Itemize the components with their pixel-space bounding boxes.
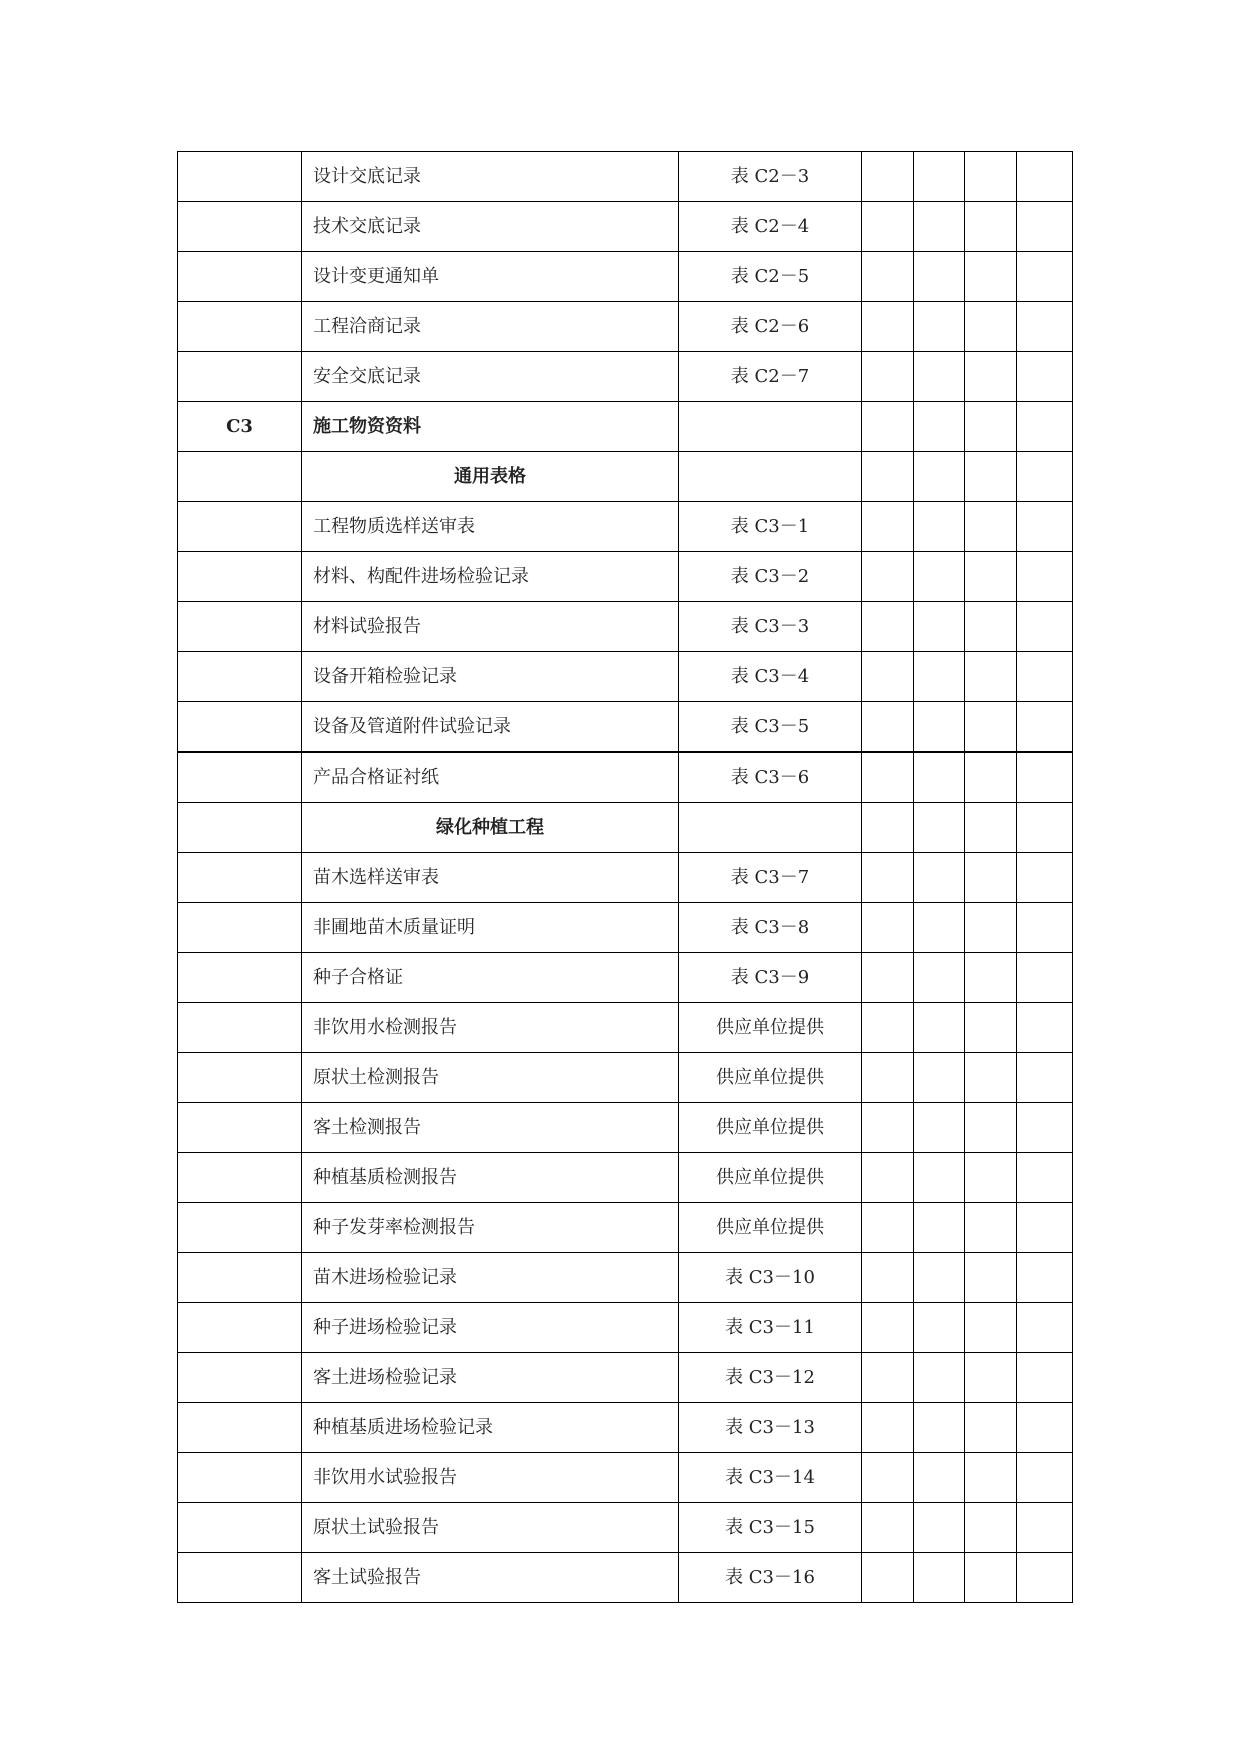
blank-cell-3: [965, 402, 1017, 452]
record-name: 设计交底记录: [302, 152, 679, 202]
blank-cell-2: [914, 1303, 965, 1353]
record-name: 非饮用水试验报告: [302, 1453, 679, 1503]
blank-cell-3: [965, 752, 1017, 803]
row-code: [178, 1053, 302, 1103]
blank-cell-4: [1017, 202, 1073, 252]
blank-cell-3: [965, 1453, 1017, 1503]
blank-cell-3: [965, 702, 1017, 753]
blank-cell-4: [1017, 1253, 1073, 1303]
record-name: 种植基质检测报告: [302, 1153, 679, 1203]
row-code: [178, 1553, 302, 1603]
row-code: [178, 302, 302, 352]
form-number: 表 C3－11: [679, 1303, 862, 1353]
blank-cell-3: [965, 903, 1017, 953]
table-row: [178, 202, 1073, 252]
blank-cell-2: [914, 1053, 965, 1103]
blank-cell-1: [862, 1253, 914, 1303]
record-name: 客土试验报告: [302, 1553, 679, 1603]
form-number: 表 C3－13: [679, 1403, 862, 1453]
blank-cell-2: [914, 552, 965, 602]
form-number: 表 C3－3: [679, 602, 862, 652]
record-name: 客土检测报告: [302, 1103, 679, 1153]
table-row: [178, 402, 1073, 452]
record-name: 工程洽商记录: [302, 302, 679, 352]
blank-cell-1: [862, 202, 914, 252]
form-number: 供应单位提供: [679, 1103, 862, 1153]
form-number: 表 C3－5: [679, 702, 862, 753]
form-number: 表 C3－7: [679, 853, 862, 903]
blank-cell-3: [965, 1103, 1017, 1153]
record-name: 种子发芽率检测报告: [302, 1203, 679, 1253]
form-number: [679, 803, 862, 853]
blank-cell-2: [914, 1353, 965, 1403]
blank-cell-2: [914, 1203, 965, 1253]
blank-cell-2: [914, 752, 965, 803]
blank-cell-2: [914, 803, 965, 853]
blank-cell-3: [965, 1253, 1017, 1303]
record-name: 原状土试验报告: [302, 1503, 679, 1553]
row-code: [178, 1003, 302, 1053]
blank-cell-4: [1017, 1303, 1073, 1353]
row-code: [178, 1453, 302, 1503]
blank-cell-1: [862, 1053, 914, 1103]
blank-cell-3: [965, 352, 1017, 402]
row-code: [178, 352, 302, 402]
form-number: 表 C3－10: [679, 1253, 862, 1303]
record-name: 设备开箱检验记录: [302, 652, 679, 702]
blank-cell-2: [914, 352, 965, 402]
table-row: [178, 1303, 1073, 1353]
blank-cell-1: [862, 903, 914, 953]
record-name: 苗木选样送审表: [302, 853, 679, 903]
table-row: [178, 1053, 1073, 1103]
row-code: [178, 552, 302, 602]
row-code: [178, 1353, 302, 1403]
row-code: [178, 1253, 302, 1303]
blank-cell-1: [862, 1503, 914, 1553]
blank-cell-3: [965, 1053, 1017, 1103]
form-number: 表 C2－4: [679, 202, 862, 252]
table-row: [178, 803, 1073, 853]
form-number: 表 C3－12: [679, 1353, 862, 1403]
blank-cell-4: [1017, 302, 1073, 352]
blank-cell-2: [914, 1253, 965, 1303]
table-row: [178, 452, 1073, 502]
table-row: [178, 1203, 1073, 1253]
blank-cell-1: [862, 302, 914, 352]
row-code: [178, 502, 302, 552]
blank-cell-2: [914, 202, 965, 252]
form-number: 表 C3－4: [679, 652, 862, 702]
blank-cell-4: [1017, 452, 1073, 502]
record-name: 技术交底记录: [302, 202, 679, 252]
record-name: 材料试验报告: [302, 602, 679, 652]
blank-cell-3: [965, 502, 1017, 552]
blank-cell-2: [914, 853, 965, 903]
form-number: 表 C3－16: [679, 1553, 862, 1603]
form-number: 供应单位提供: [679, 1153, 862, 1203]
table-row: [178, 953, 1073, 1003]
record-name: 苗木进场检验记录: [302, 1253, 679, 1303]
blank-cell-4: [1017, 652, 1073, 702]
form-number: 表 C2－6: [679, 302, 862, 352]
blank-cell-3: [965, 152, 1017, 202]
blank-cell-1: [862, 352, 914, 402]
blank-cell-4: [1017, 402, 1073, 452]
blank-cell-4: [1017, 1403, 1073, 1453]
table-row: [178, 152, 1073, 202]
table-row: [178, 1553, 1073, 1603]
records-table: [177, 151, 1073, 1603]
blank-cell-2: [914, 1503, 965, 1553]
blank-cell-3: [965, 953, 1017, 1003]
blank-cell-2: [914, 1453, 965, 1503]
blank-cell-4: [1017, 803, 1073, 853]
blank-cell-3: [965, 1003, 1017, 1053]
form-number: [679, 452, 862, 502]
blank-cell-4: [1017, 1153, 1073, 1203]
blank-cell-4: [1017, 1003, 1073, 1053]
table-row: [178, 1353, 1073, 1403]
row-code: [178, 953, 302, 1003]
blank-cell-1: [862, 1453, 914, 1503]
form-number: 供应单位提供: [679, 1053, 862, 1103]
row-code: [178, 1403, 302, 1453]
section-subheader: 通用表格: [302, 452, 679, 502]
blank-cell-2: [914, 1403, 965, 1453]
row-code: [178, 452, 302, 502]
record-name: 非圃地苗木质量证明: [302, 903, 679, 953]
row-code: C3: [178, 402, 302, 452]
blank-cell-3: [965, 1403, 1017, 1453]
form-number: 表 C2－5: [679, 252, 862, 302]
blank-cell-4: [1017, 252, 1073, 302]
row-code: [178, 702, 302, 753]
blank-cell-1: [862, 1553, 914, 1603]
blank-cell-3: [965, 252, 1017, 302]
row-code: [178, 1103, 302, 1153]
blank-cell-1: [862, 652, 914, 702]
blank-cell-2: [914, 402, 965, 452]
record-name: 安全交底记录: [302, 352, 679, 402]
blank-cell-2: [914, 602, 965, 652]
blank-cell-2: [914, 152, 965, 202]
blank-cell-4: [1017, 702, 1073, 753]
table-row: [178, 1103, 1073, 1153]
blank-cell-4: [1017, 853, 1073, 903]
blank-cell-4: [1017, 1503, 1073, 1553]
blank-cell-2: [914, 953, 965, 1003]
row-code: [178, 202, 302, 252]
blank-cell-4: [1017, 1553, 1073, 1603]
blank-cell-4: [1017, 1103, 1073, 1153]
blank-cell-2: [914, 302, 965, 352]
blank-cell-4: [1017, 1053, 1073, 1103]
record-name: 原状土检测报告: [302, 1053, 679, 1103]
blank-cell-3: [965, 1503, 1017, 1553]
table-row: [178, 1453, 1073, 1503]
row-code: [178, 853, 302, 903]
blank-cell-1: [862, 702, 914, 753]
form-number: 表 C3－8: [679, 903, 862, 953]
blank-cell-1: [862, 853, 914, 903]
blank-cell-2: [914, 1003, 965, 1053]
table-row: [178, 1153, 1073, 1203]
blank-cell-4: [1017, 752, 1073, 803]
blank-cell-3: [965, 452, 1017, 502]
form-number: 表 C2－7: [679, 352, 862, 402]
blank-cell-1: [862, 803, 914, 853]
blank-cell-2: [914, 652, 965, 702]
blank-cell-4: [1017, 552, 1073, 602]
record-name: 材料、构配件进场检验记录: [302, 552, 679, 602]
blank-cell-1: [862, 402, 914, 452]
row-code: [178, 1153, 302, 1203]
row-code: [178, 1503, 302, 1553]
record-name: 客土进场检验记录: [302, 1353, 679, 1403]
blank-cell-1: [862, 152, 914, 202]
blank-cell-1: [862, 602, 914, 652]
blank-cell-3: [965, 1303, 1017, 1353]
table-row: [178, 853, 1073, 903]
blank-cell-3: [965, 602, 1017, 652]
blank-cell-1: [862, 502, 914, 552]
row-code: [178, 1203, 302, 1253]
record-name: 工程物质选样送审表: [302, 502, 679, 552]
blank-cell-1: [862, 1403, 914, 1453]
form-number: 供应单位提供: [679, 1203, 862, 1253]
blank-cell-3: [965, 1353, 1017, 1403]
table-row: [178, 252, 1073, 302]
form-number: 供应单位提供: [679, 1003, 862, 1053]
table-row: [178, 702, 1073, 753]
row-code: [178, 903, 302, 953]
blank-cell-2: [914, 252, 965, 302]
row-code: [178, 152, 302, 202]
form-number: 表 C3－6: [679, 752, 862, 803]
form-number: 表 C3－15: [679, 1503, 862, 1553]
record-name: 种植基质进场检验记录: [302, 1403, 679, 1453]
blank-cell-2: [914, 1103, 965, 1153]
blank-cell-3: [965, 652, 1017, 702]
blank-cell-1: [862, 1303, 914, 1353]
record-name: 非饮用水检测报告: [302, 1003, 679, 1053]
form-number: 表 C2－3: [679, 152, 862, 202]
blank-cell-4: [1017, 152, 1073, 202]
form-number: 表 C3－1: [679, 502, 862, 552]
table-row: [178, 1253, 1073, 1303]
blank-cell-1: [862, 1103, 914, 1153]
table-row: [178, 552, 1073, 602]
blank-cell-2: [914, 1153, 965, 1203]
blank-cell-3: [965, 853, 1017, 903]
blank-cell-1: [862, 953, 914, 1003]
form-number: 表 C3－2: [679, 552, 862, 602]
blank-cell-4: [1017, 352, 1073, 402]
table-row: [178, 1403, 1073, 1453]
section-subheader: 绿化种植工程: [302, 803, 679, 853]
table-row: [178, 602, 1073, 652]
blank-cell-4: [1017, 1353, 1073, 1403]
table-row: [178, 1003, 1073, 1053]
row-code: [178, 1303, 302, 1353]
record-name: 产品合格证衬纸: [302, 752, 679, 803]
blank-cell-3: [965, 1553, 1017, 1603]
blank-cell-3: [965, 202, 1017, 252]
record-name: 设备及管道附件试验记录: [302, 702, 679, 753]
blank-cell-2: [914, 1553, 965, 1603]
blank-cell-3: [965, 1153, 1017, 1203]
blank-cell-2: [914, 502, 965, 552]
blank-cell-3: [965, 552, 1017, 602]
blank-cell-1: [862, 252, 914, 302]
table-row: [178, 302, 1073, 352]
blank-cell-2: [914, 452, 965, 502]
table-row: [178, 903, 1073, 953]
form-number: [679, 402, 862, 452]
table-row: [178, 502, 1073, 552]
form-number: 表 C3－9: [679, 953, 862, 1003]
blank-cell-1: [862, 1153, 914, 1203]
blank-cell-3: [965, 302, 1017, 352]
row-code: [178, 652, 302, 702]
table-row: [178, 352, 1073, 402]
blank-cell-4: [1017, 502, 1073, 552]
record-name: 种子合格证: [302, 953, 679, 1003]
blank-cell-4: [1017, 1203, 1073, 1253]
blank-cell-1: [862, 1203, 914, 1253]
blank-cell-4: [1017, 953, 1073, 1003]
table-row: [178, 752, 1073, 803]
record-name: 施工物资资料: [302, 402, 679, 452]
blank-cell-1: [862, 452, 914, 502]
blank-cell-1: [862, 552, 914, 602]
table-row: [178, 1503, 1073, 1553]
row-code: [178, 602, 302, 652]
blank-cell-1: [862, 752, 914, 803]
row-code: [178, 803, 302, 853]
blank-cell-1: [862, 1353, 914, 1403]
table-body: [178, 152, 1073, 1603]
blank-cell-2: [914, 702, 965, 753]
row-code: [178, 252, 302, 302]
row-code: [178, 752, 302, 803]
blank-cell-4: [1017, 903, 1073, 953]
record-name: 设计变更通知单: [302, 252, 679, 302]
blank-cell-1: [862, 1003, 914, 1053]
form-number: 表 C3－14: [679, 1453, 862, 1503]
blank-cell-4: [1017, 1453, 1073, 1503]
blank-cell-2: [914, 903, 965, 953]
table-row: [178, 652, 1073, 702]
record-name: 种子进场检验记录: [302, 1303, 679, 1353]
blank-cell-3: [965, 1203, 1017, 1253]
blank-cell-4: [1017, 602, 1073, 652]
blank-cell-3: [965, 803, 1017, 853]
